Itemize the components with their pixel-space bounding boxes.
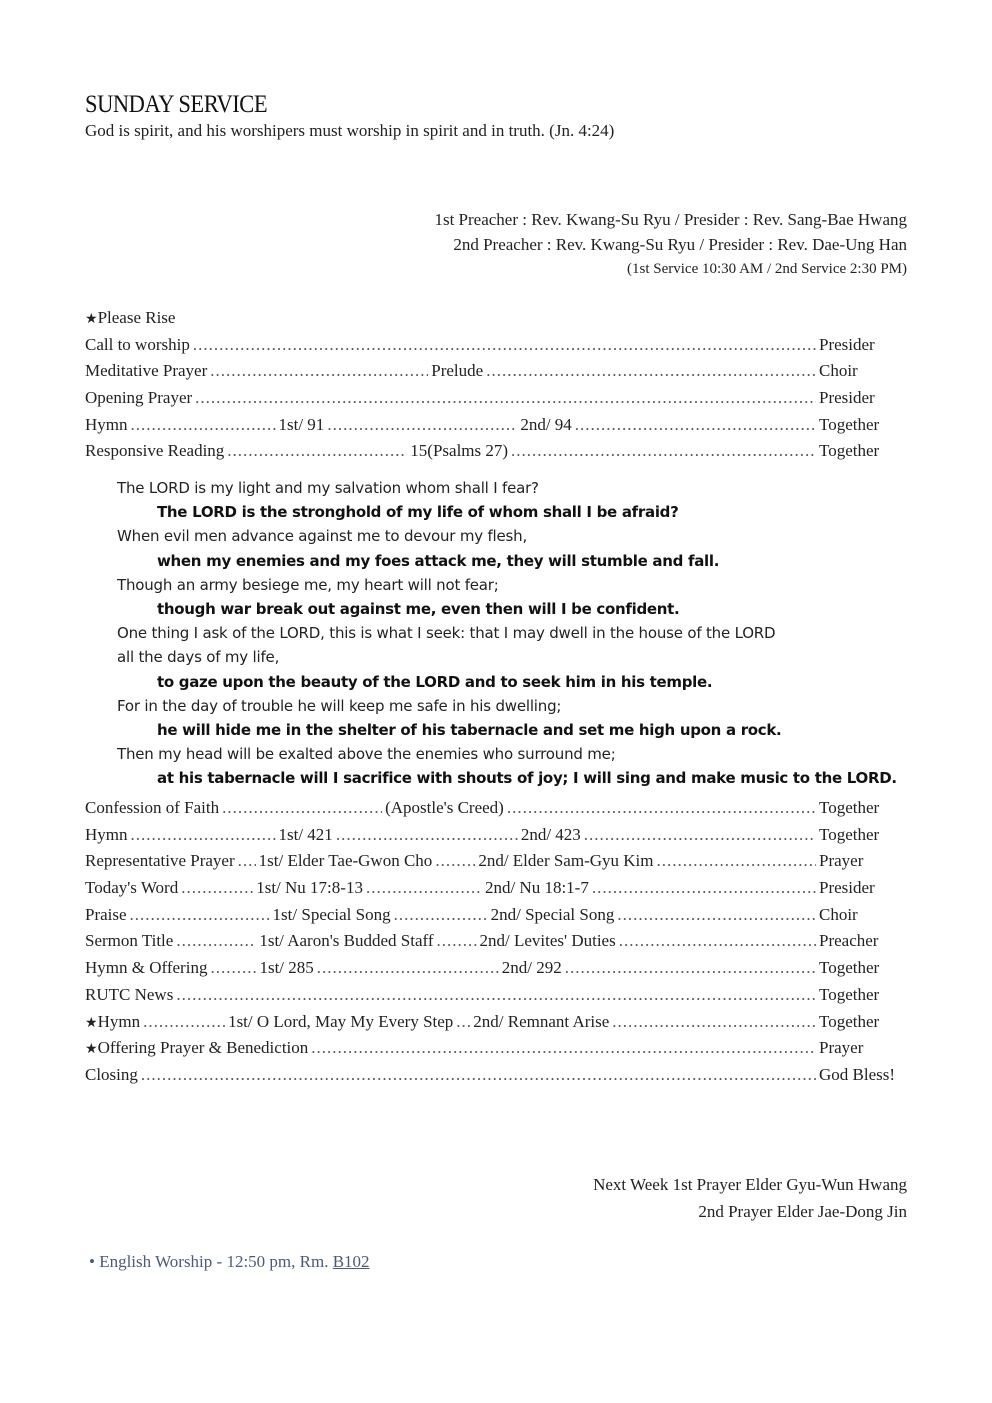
item-second: 2nd/ Remnant Arise	[473, 1011, 610, 1031]
dot-leader	[584, 825, 816, 845]
item-role: Together	[819, 958, 880, 978]
item-name: Today's Word	[85, 878, 179, 898]
dot-leader	[210, 958, 256, 978]
order-row	[85, 441, 907, 468]
dot-leader	[612, 1012, 816, 1032]
dot-leader	[181, 878, 253, 898]
dot-leader	[619, 931, 816, 951]
order-row	[85, 1065, 907, 1092]
order-row	[85, 985, 907, 1012]
next-week-line-1: Next Week 1st Prayer Elder Gyu-Wun Hwang	[593, 1175, 907, 1194]
responsive-reading	[117, 476, 897, 791]
dot-leader	[227, 441, 407, 461]
order-row	[85, 825, 907, 852]
dot-leader	[592, 878, 816, 898]
item-role: Together	[819, 441, 880, 461]
order-row	[85, 931, 907, 958]
people-line: at his tabernacle will I sacrifice with shouts of joy; I will sing and make music to the LORD.	[157, 769, 897, 788]
dot-leader	[437, 931, 477, 951]
item-role: Together	[819, 414, 880, 434]
star-icon: ★	[85, 311, 98, 327]
english-worship-note	[89, 1252, 370, 1272]
next-week-prayer	[593, 1171, 907, 1225]
item-second: 2nd/ Levites' Duties	[479, 931, 616, 951]
leader-line: The LORD is my light and my salvation whom shall I fear?	[117, 479, 539, 497]
item-role: Presider	[819, 388, 875, 408]
star-icon: ★	[85, 1014, 98, 1031]
item-role: Together	[819, 1011, 880, 1031]
dot-leader	[327, 415, 517, 435]
item-name: Hymn	[97, 1011, 141, 1031]
leader-line: all the days of my life,	[117, 648, 280, 667]
bullet-icon: •	[89, 1252, 95, 1271]
leader-line: For in the day of trouble he will keep me safe in his dwelling;	[117, 696, 562, 715]
dot-leader	[311, 1038, 816, 1058]
order-row	[85, 1038, 907, 1065]
please-rise-row	[85, 308, 907, 335]
people-line: when my enemies and my foes attack me, they will stumble and fall.	[157, 551, 720, 570]
order-of-worship-top	[85, 308, 907, 468]
dot-leader	[141, 1065, 816, 1085]
item-role: Choir	[819, 904, 858, 924]
dot-leader	[656, 851, 816, 871]
order-of-worship-bottom	[85, 798, 907, 1092]
leader-line: Then my head will be exalted above the enemies who surround me;	[117, 745, 616, 764]
item-name: Meditative Prayer	[85, 361, 208, 381]
dot-leader	[336, 825, 518, 845]
please-rise-label: Please Rise	[97, 308, 176, 327]
page-title: SUNDAY SERVICE	[85, 91, 268, 118]
dot-leader	[222, 798, 382, 818]
theme-verse: God is spirit, and his worshipers must worship in spirit and in truth. (Jn. 4:24)	[85, 121, 615, 140]
leader-line: One thing I ask of the LORD, this is what I seek: that I may dwell in the house of the LORD	[117, 624, 776, 643]
dot-leader	[131, 415, 276, 435]
people-line: The LORD is the stronghold of my life of whom shall I be afraid?	[157, 503, 679, 522]
item-first: Prelude	[431, 361, 484, 381]
people-line: though war break out against me, even then will I be confident.	[157, 600, 680, 619]
item-role: Choir	[819, 361, 858, 381]
item-role: Together	[819, 824, 880, 844]
leader-line: When evil men advance against me to devour my flesh,	[117, 527, 528, 546]
service-times: (1st Service 10:30 AM / 2nd Service 2:30 PM)	[627, 261, 907, 277]
order-row	[85, 388, 907, 415]
dot-leader	[575, 415, 816, 435]
item-name: Call to worship	[85, 334, 190, 354]
item-role: Prayer	[819, 1038, 864, 1058]
item-first: 1st/ Aaron's Budded Staff	[259, 931, 434, 951]
dot-leader	[435, 851, 475, 871]
preacher-info	[434, 207, 907, 282]
item-name: Hymn	[85, 824, 128, 844]
item-name: Praise	[85, 904, 127, 924]
first-service-preacher: 1st Preacher : Rev. Kwang-Su Ryu / Presider : Rev. Sang-Bae Hwang	[434, 210, 907, 229]
dot-leader	[317, 958, 499, 978]
item-second: 2nd/ 423	[520, 824, 581, 844]
order-row	[85, 958, 907, 985]
dot-leader	[507, 798, 816, 818]
order-row	[85, 905, 907, 932]
order-row	[85, 1012, 907, 1039]
item-name: Confession of Faith	[85, 798, 220, 817]
dot-leader	[617, 905, 816, 925]
item-role: Together	[819, 798, 880, 817]
item-role: Presider	[819, 334, 875, 354]
item-first: 1st/ Special Song	[272, 904, 391, 924]
room-link[interactable]: B102	[332, 1252, 370, 1271]
dot-leader	[195, 388, 816, 408]
item-role: Together	[819, 984, 880, 1004]
item-first: 1st/ Elder Tae-Gwon Cho	[258, 851, 433, 871]
next-week-line-2: 2nd Prayer Elder Jae-Dong Jin	[698, 1202, 907, 1221]
dot-leader	[511, 441, 816, 461]
item-second: 2nd/ Nu 18:1-7	[484, 878, 589, 898]
item-name: Offering Prayer & Benediction	[97, 1038, 309, 1058]
item-second: 2nd/ 292	[501, 958, 562, 978]
dot-leader	[131, 825, 276, 845]
item-first: (Apostle's Creed)	[385, 798, 504, 817]
item-name: Responsive Reading	[85, 441, 225, 461]
item-name: Closing	[85, 1064, 138, 1084]
item-second: 2nd/ Elder Sam-Gyu Kim	[478, 851, 654, 871]
dot-leader	[366, 878, 482, 898]
dot-leader	[238, 851, 256, 871]
item-role: Presider	[819, 878, 875, 898]
item-second: 2nd/ 94	[520, 414, 572, 434]
item-name: Hymn & Offering	[85, 958, 208, 978]
dot-leader	[176, 985, 816, 1005]
dot-leader	[565, 958, 816, 978]
dot-leader	[210, 361, 428, 381]
item-name: Hymn	[85, 414, 128, 434]
item-first: 1st/ 421	[278, 824, 333, 844]
dot-leader	[456, 1012, 470, 1032]
english-worship-text: English Worship - 12:50 pm, Rm.	[99, 1252, 333, 1271]
dot-leader	[176, 931, 256, 951]
order-row	[85, 878, 907, 905]
dot-leader	[143, 1012, 225, 1032]
order-row	[85, 851, 907, 878]
item-name: Opening Prayer	[85, 388, 193, 408]
item-name: Representative Prayer	[85, 851, 235, 871]
people-line: he will hide me in the shelter of his tabernacle and set me high upon a rock.	[157, 721, 782, 740]
item-role: Preacher	[819, 931, 879, 951]
second-service-preacher: 2nd Preacher : Rev. Kwang-Su Ryu / Presider : Rev. Dae-Ung Han	[453, 235, 907, 254]
item-second: 2nd/ Special Song	[490, 904, 615, 924]
item-role: God Bless!	[819, 1064, 896, 1084]
item-first: 1st/ O Lord, May My Every Step	[228, 1011, 454, 1031]
dot-leader	[394, 905, 488, 925]
item-role: Prayer	[819, 851, 864, 871]
order-row	[85, 415, 907, 442]
item-first: 1st/ 285	[259, 958, 314, 978]
item-name: Sermon Title	[85, 931, 174, 951]
dot-leader	[486, 361, 816, 381]
star-icon: ★	[85, 1041, 98, 1058]
order-row	[85, 335, 907, 362]
dot-leader	[193, 335, 816, 355]
item-first: 1st/ 91	[278, 414, 325, 434]
people-line: to gaze upon the beauty of the LORD and to seek him in his temple.	[157, 672, 713, 691]
dot-leader	[130, 905, 270, 925]
item-name: RUTC News	[85, 984, 174, 1004]
order-row	[85, 798, 907, 825]
item-first: 15(Psalms 27)	[410, 441, 509, 461]
leader-line: Though an army besiege me, my heart will not fear;	[117, 575, 499, 594]
order-row	[85, 361, 907, 388]
item-first: 1st/ Nu 17:8-13	[256, 878, 363, 898]
